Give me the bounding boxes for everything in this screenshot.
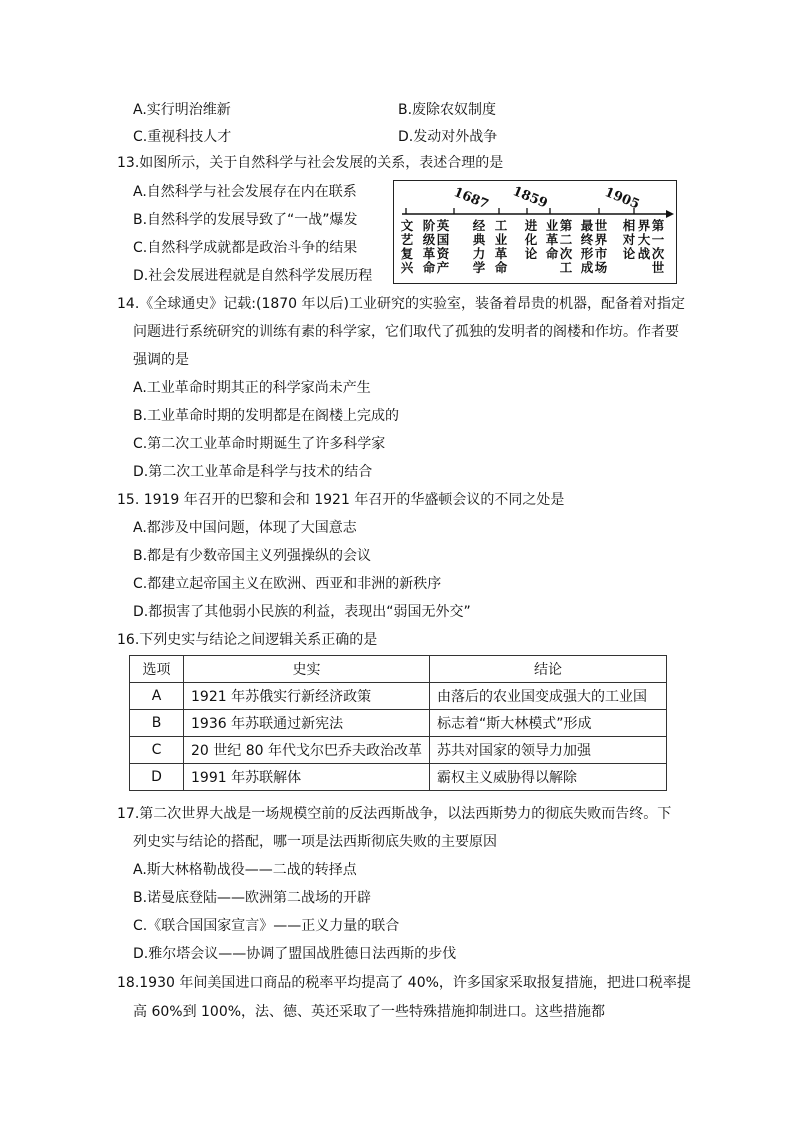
q14-option-a: A.工业革命时期其正的科学家尚未产生 [133,380,371,396]
q15-option-a: A.都涉及中国问题，体现了大国意志 [133,520,357,536]
table-cell-option: B [130,710,184,737]
q13-option-a: A.自然科学与社会发展存在内在联系 [133,184,357,200]
q14-option-c: C.第二次工业革命时期诞生了许多科学家 [133,436,386,452]
q13-stem: 13.如图所示，关于自然科学与社会发展的关系，表述合理的是 [117,155,504,171]
table-cell-fact: 1991 年苏联解体 [184,764,430,791]
table-header-option: 选项 [130,656,184,683]
table-cell-option: D [130,764,184,791]
timeline-year-1859: 1859 [510,184,550,212]
table-cell-conclusion: 苏共对国家的领导力加强 [430,737,667,764]
timeline-col-finally-formed: 最终形成 [580,218,594,275]
q15-option-c: C.都建立起帝国主义在欧洲、西亚和非洲的新秩序 [133,576,442,592]
q13-option-c: C.自然科学成就都是政治斗争的结果 [133,240,358,256]
timeline-year-1905: 1905 [602,185,642,213]
q12-option-d: D.发动对外战争 [398,129,498,145]
q15-option-d: D.都损害了其他弱小民族的利益，表现出“弱国无外交” [133,604,471,620]
q17-stem-line2: 列史实与结论的搭配，哪一项是法西斯彻底失败的主要原因 [133,834,497,850]
table-row [130,683,667,710]
table-cell-fact: 1921 年苏俄实行新经济政策 [184,683,430,710]
timeline-col-classical-mechanics: 经典力学 [472,218,486,275]
q18-stem-line1: 18.1930 年间美国进口商品的税率平均提高了 40%，许多国家采取报复措施，把进口税率提 [117,975,691,991]
q12-option-b: B.废除农奴制度 [398,102,497,118]
q14-stem-line2: 问题进行系统研究的训练有素的科学家，它们取代了孤独的发明者的阁楼和作坊。作者要 [133,324,679,340]
q13-option-b: B.自然科学的发展导致了“一战”爆发 [133,212,358,228]
q16-table [129,655,667,791]
table-cell-conclusion: 由落后的农业国变成强大的工业国 [430,683,667,710]
table-cell-conclusion: 霸权主义威胁得以解除 [430,764,667,791]
table-row [130,710,667,737]
q13-option-d: D.社会发展进程就是自然科学发展历程 [133,268,373,284]
table-cell-fact: 1936 年苏联通过新宪法 [184,710,430,737]
table-header-row [130,656,667,683]
timeline-col-relativity: 相对论 [622,218,636,261]
q12-option-a: A.实行明治维新 [133,102,231,118]
q17-option-b: B.诺曼底登陆——欧洲第二战场的开辟 [133,890,372,906]
q14-option-d: D.第二次工业革命是科学与技术的结合 [133,464,373,480]
q14-stem-line3: 强调的是 [133,352,189,368]
timeline-col-first-world-war-b: 界大战 [637,218,651,261]
timeline-col-evolution: 进化论 [524,218,538,261]
timeline-col-industrial-revolution-2a: 业革命 [545,218,559,261]
q16-stem: 16.下列史实与结论之间逻辑关系正确的是 [117,632,378,648]
table-header-conclusion: 结论 [430,656,667,683]
table-cell-option: C [130,737,184,764]
q14-option-b: B.工业革命时期的发明都是在阁楼上完成的 [133,408,400,424]
table-row [130,764,667,791]
q17-option-c: C.《联合国国家宣言》——正义力量的联合 [133,918,400,934]
q18-stem-line2: 高 60%到 100%，法、德、英还采取了一些特殊措施抑制进口。这些措施都 [133,1004,606,1020]
table-row [130,737,667,764]
timeline-col-renaissance: 文艺复兴 [400,218,414,275]
q15-stem: 15. 1919 年召开的巴黎和会和 1921 年召开的华盛顿会议的不同之处是 [117,492,565,508]
q17-stem-line1: 17.第二次世界大战是一场规模空前的反法西斯战争，以法西斯势力的彻底失败而告终。下 [117,806,672,822]
timeline-col-industrial-revolution: 工业革命 [494,218,508,275]
timeline-col-first-world-war-a: 第一次世 [651,218,665,275]
timeline-col-class-revolution: 阶级革命 [422,218,436,275]
table-cell-conclusion: 标志着“斯大林模式”形成 [430,710,667,737]
table-header-fact: 史实 [184,656,430,683]
table-cell-fact: 20 世纪 80 年代戈尔巴乔夫政治改革 [184,737,430,764]
q12-option-c: C.重视科技人才 [133,129,232,145]
table-cell-option: A [130,683,184,710]
timeline-col-second-industrial: 第二次工 [559,218,573,275]
timeline-col-world-market: 世界市场 [594,218,608,275]
q13-timeline-diagram [393,180,677,284]
q17-option-d: D.雅尔塔会议——协调了盟国战胜德日法西斯的步伐 [133,946,457,962]
q17-option-a: A.斯大林格勒战役——二战的转择点 [133,862,357,878]
timeline-year-1687: 1687 [451,185,491,213]
q15-option-b: B.都是有少数帝国主义列强操纵的会议 [133,548,372,564]
timeline-col-british-bourgeois: 英国资产 [436,218,450,275]
q14-stem-line1: 14.《全球通史》记载:(1870 年以后)工业研究的实验室，装备着昂贵的机器，配备着对指定 [117,296,685,312]
